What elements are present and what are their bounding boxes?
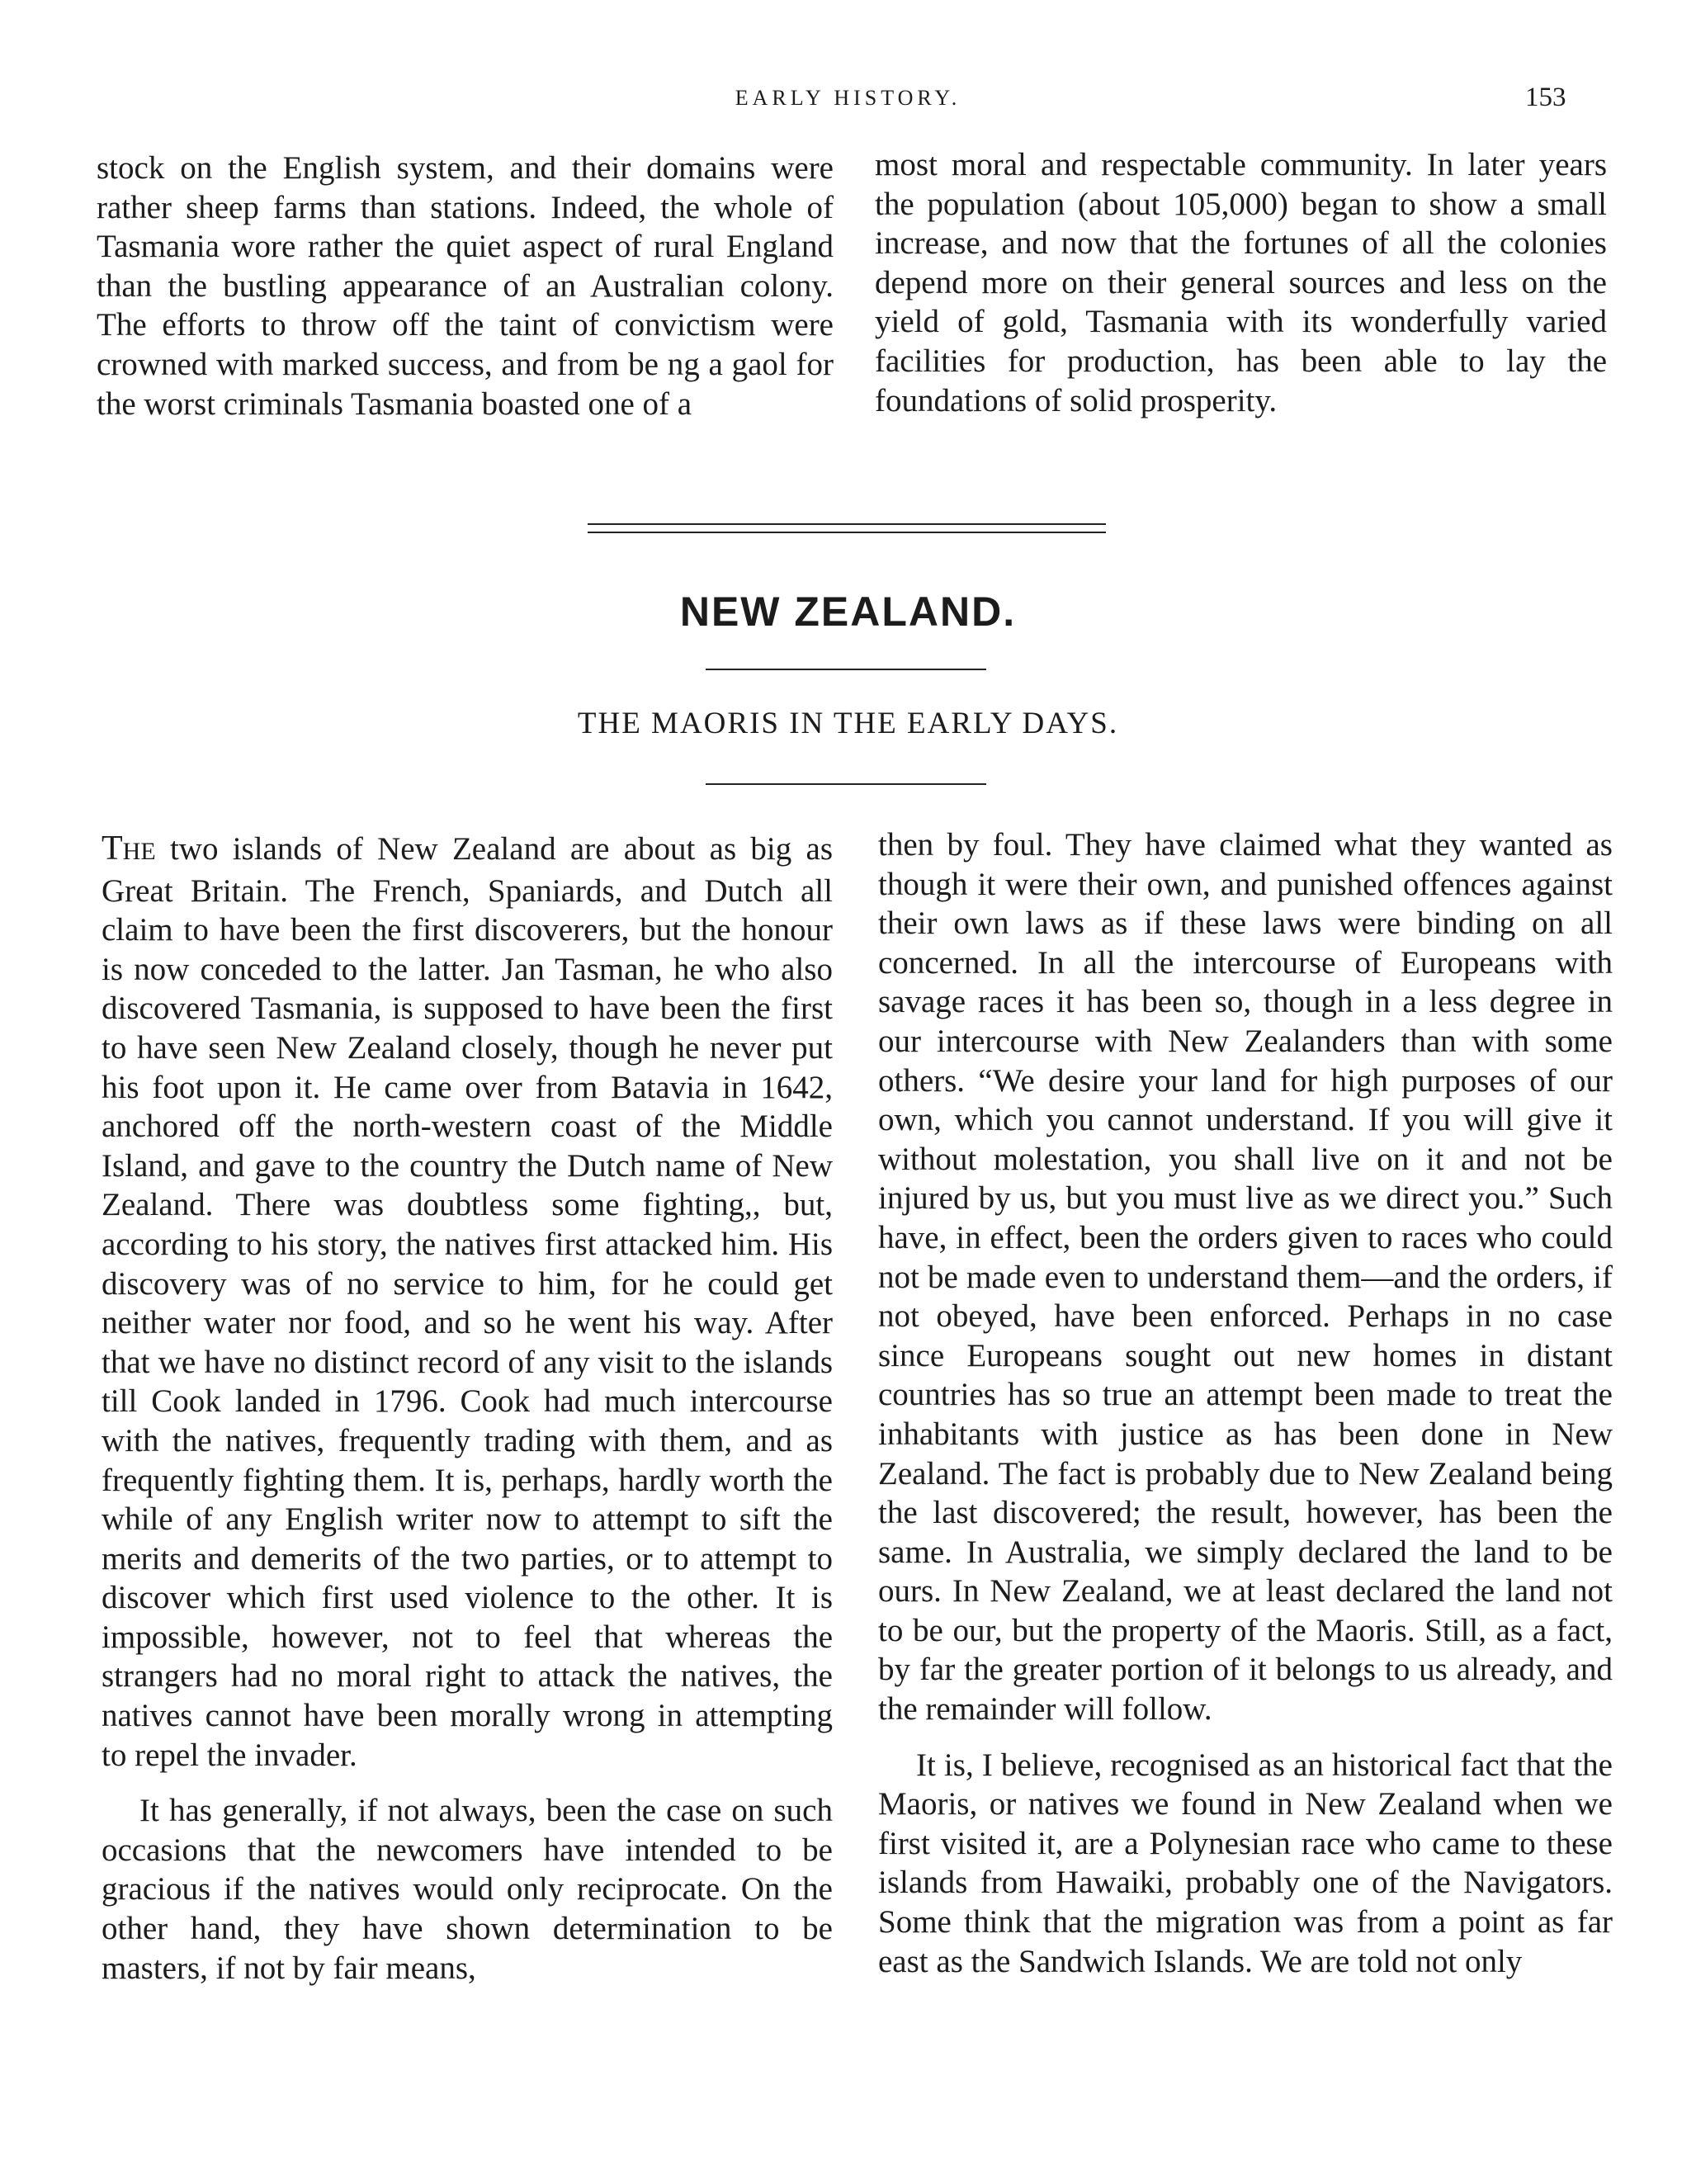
section-title: NEW ZEALAND.: [679, 589, 1017, 635]
section-subtitle: THE MAORIS IN THE EARLY DAYS.: [577, 707, 1119, 740]
body-left-column: [102, 830, 833, 1988]
paragraph: It is, I believe, recognised as an historical fact that the Maoris, or natives we found in New Zealand when we first visited it, are a Polynesian race who came to these islands from Hawaiki, probably one of the Navigators. Some think that the migration was from a point as far east as the Sandwich Islands. We are told not only: [878, 1747, 1613, 1979]
subtitle-underline: [706, 783, 986, 785]
first-line-text: two islands of New Zealand are about as: [169, 831, 737, 867]
title-underline: [706, 669, 986, 670]
top-left-column: [97, 149, 834, 423]
paragraph: then by foul. They have claimed what they wanted as though it were their own, and punished offences against their own laws as if these laws were binding on all concerned. In all the intercourse of Europeans with savage races it has been so, though in a less degree in our intercourse with New Zealanders than with some others. “We desire your land for high purposes of our own, which you cannot understand. If you will give it without molestation, you shall live on it and not be injured by us, but you must live as we direct you.” Such have, in effect, been the orders given to races who could not be made even to understand them—and the orders, if not obeyed, have been enforced. Perhaps in no case since Europeans sought out new homes in distant countries has so true an attempt been made to treat the inhabitants with justice as has been done in New Zealand. The fact is probably due to New Zealand being the last discovered; the result, however, has been the same. In Australia, we simply declared the land to be ours. In New Zealand, we at least declared the land not to be our, but the property of the Maoris. Still, as a fact, by far the greater portion of it belongs to us already, and the remainder will follow.: [878, 827, 1613, 1728]
top-right-column: [875, 145, 1607, 420]
page-number: 153: [1525, 83, 1566, 112]
section-divider-lower: [588, 532, 1106, 533]
section-divider-upper: [588, 523, 1106, 525]
paragraph-text: big as Great Britain. The French, Spaniards, and Dutch all claim to have been the first discoverers, but the honour is now conceded to the latter. Jan Tasman, he who also discovered Tasmania, is supposed to have been the first to have seen New Zealand closely, though he never put his foot upon it. He came over from Batavia in 1642, anchored off the north-western coast of the Middle Island, and gave to the country the Dutch name of New Zealand. There was doubtless some fighting,, but, according to his story, the natives first attacked him. His discovery was of no service to him, for he could get neither water nor food, and so he went his way. After that we have no distinct record of any visit to the islands till Cook landed in 1796. Cook had much intercourse with the natives, frequently trading with them, and as frequently fighting them. It is, perhaps, hardly worth the while of any English writer now to attempt to sift the merits and demerits of the two parties, or to attempt to discover which first used violence to the other. It is impossible, however, not to feel that whereas the strangers had no moral right to attack the natives, the natives cannot have been morally wrong in attempting to repel the invader.: [102, 831, 834, 1773]
drop-cap-initial: T: [102, 830, 123, 867]
body-right-column: [878, 825, 1613, 1981]
top-right-paragraph: most moral and respectable community. In later years the population (about 105,000) began to show a small increase, and now that the fortunes of all the colonies depend more on their general sources and less on the yield of gold, Tasmania with its wonderfully varied facilities for production, has been able to lay the foundations of solid prosperity.: [875, 147, 1607, 418]
paragraph: It has generally, if not always, been the case on such occasions that the newcomers have intended to be gracious if the natives would only reciprocate. On the other hand, they have shown determination to be masters, if not by fair means,: [102, 1793, 833, 1986]
running-head: EARLY HISTORY.: [735, 86, 961, 110]
top-left-paragraph: stock on the English system, and their domains were rather sheep farms than stations. Indeed, the whole of Tasmania wore rather the quiet aspect of rural England than the bustling appearance of an Australian colony. The efforts to throw off the taint of convictism were crowned with marked success, and from be ng a gaol for the worst criminals Tasmania boasted one of a: [97, 150, 834, 422]
paragraph: [102, 830, 833, 1775]
drop-cap-rest: HE: [122, 838, 156, 865]
